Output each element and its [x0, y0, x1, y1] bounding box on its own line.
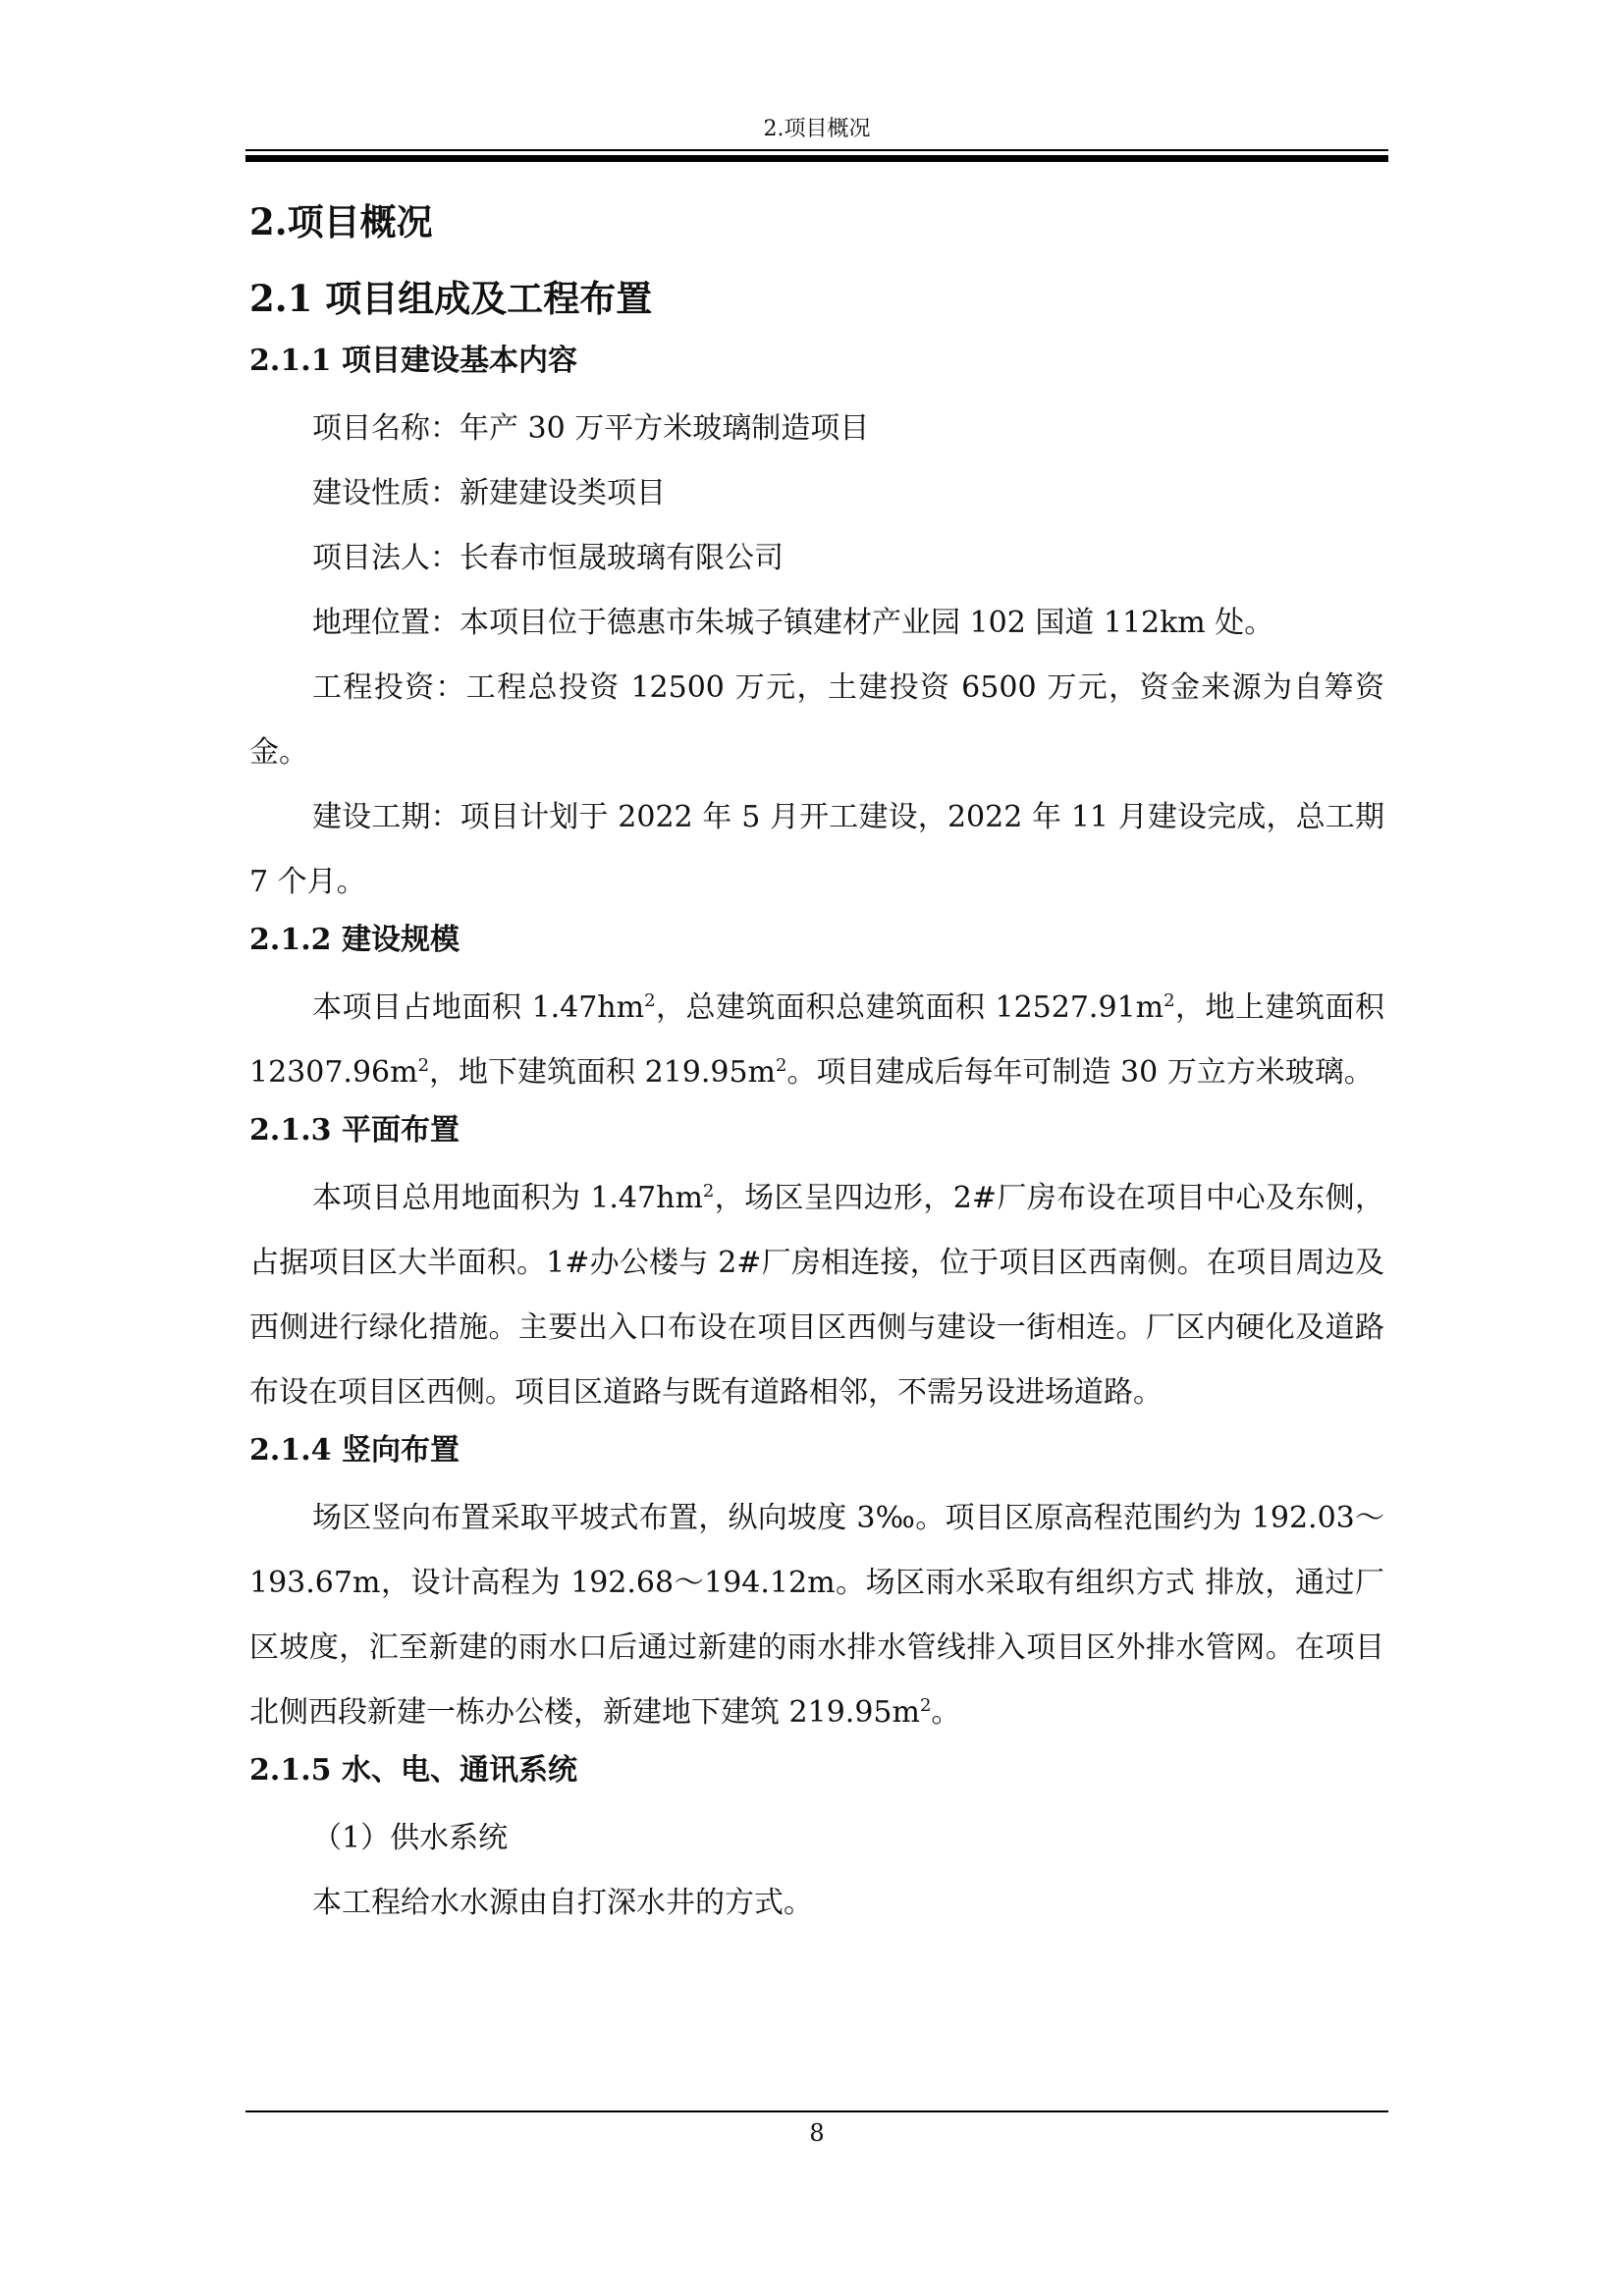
section-title-2-1: 2.1 项目组成及工程布置	[249, 277, 653, 320]
construction-nature-paragraph: 建设性质：新建建设类项目	[312, 476, 666, 510]
page-body	[249, 192, 1384, 1936]
section-title-2-1-1: 2.1.1 项目建设基本内容	[249, 344, 577, 378]
header-rule-thick	[245, 155, 1388, 162]
section-title-2-1-3: 2.1.3 平面布置	[249, 1113, 460, 1148]
water-supply-paragraph: 本工程给水水源由自打深水井的方式。	[312, 1886, 813, 1920]
investment-paragraph: 工程投资：工程总投资 12500 万元，土建投资 6500 万元，资金来源为自筹资金。	[249, 670, 1384, 770]
water-supply-subheading: （1）供水系统	[312, 1821, 509, 1855]
header-rule-thin	[245, 149, 1388, 151]
schedule-paragraph: 建设工期：项目计划于 2022 年 5 月开工建设，2022 年 11 月建设完成，总工期 7 个月。	[249, 800, 1384, 899]
page-number: 8	[809, 2119, 825, 2147]
section-title-2-1-4: 2.1.4 竖向布置	[249, 1433, 460, 1468]
section-title-2-1-2: 2.1.2 建设规模	[249, 923, 460, 957]
vertical-layout-paragraph: 场区竖向布置采取平坡式布置，纵向坡度 3‰。项目区原高程范围约为 192.03～193.67m，设计高程为 192.68～194.12m。场区雨水采取有组织方式 排放，通过厂区坡度，汇至新建的雨水口后通过新建的雨水排水管线排入项目区外排水管网。在项目北侧西段新建一栋办公楼，新建地下建筑 $219.95m^2$。	[249, 1501, 1384, 1730]
chapter-title: 2.项目概况	[249, 200, 433, 243]
footer-rule	[245, 2110, 1388, 2112]
project-name-paragraph: 项目名称：年产 30 万平方米玻璃制造项目	[312, 411, 870, 446]
location-paragraph: 地理位置：本项目位于德惠市朱城子镇建材产业园 102 国道 112km 处。	[312, 606, 1274, 640]
legal-entity-paragraph: 项目法人：长春市恒晟玻璃有限公司	[312, 541, 784, 575]
scale-paragraph: 本项目占地面积 $1.47hm^2$，总建筑面积总建筑面积 $12527.91m^2$，地上建筑面积 $12307.96m^2$，地下建筑面积 $219.95m^2$。项目建成后每年可制造 30 万立方米玻璃。	[249, 990, 1384, 1090]
section-title-2-1-5: 2.1.5 水、电、通讯系统	[249, 1753, 577, 1788]
layout-paragraph: 本项目总用地面积为 $1.47hm^2$，场区呈四边形，2#厂房布设在项目中心及东侧，占据项目区大半面积。1#办公楼与 2#厂房相连接，位于项目区西南侧。在项目周边及西侧进行绿化措施。主要出入口布设在项目区西侧与建设一街相连。厂区内硬化及道路布设在项目区西侧。项目区道路与既有道路相邻，不需另设进场道路。	[249, 1181, 1384, 1410]
running-header: 2.项目概况	[763, 117, 871, 141]
